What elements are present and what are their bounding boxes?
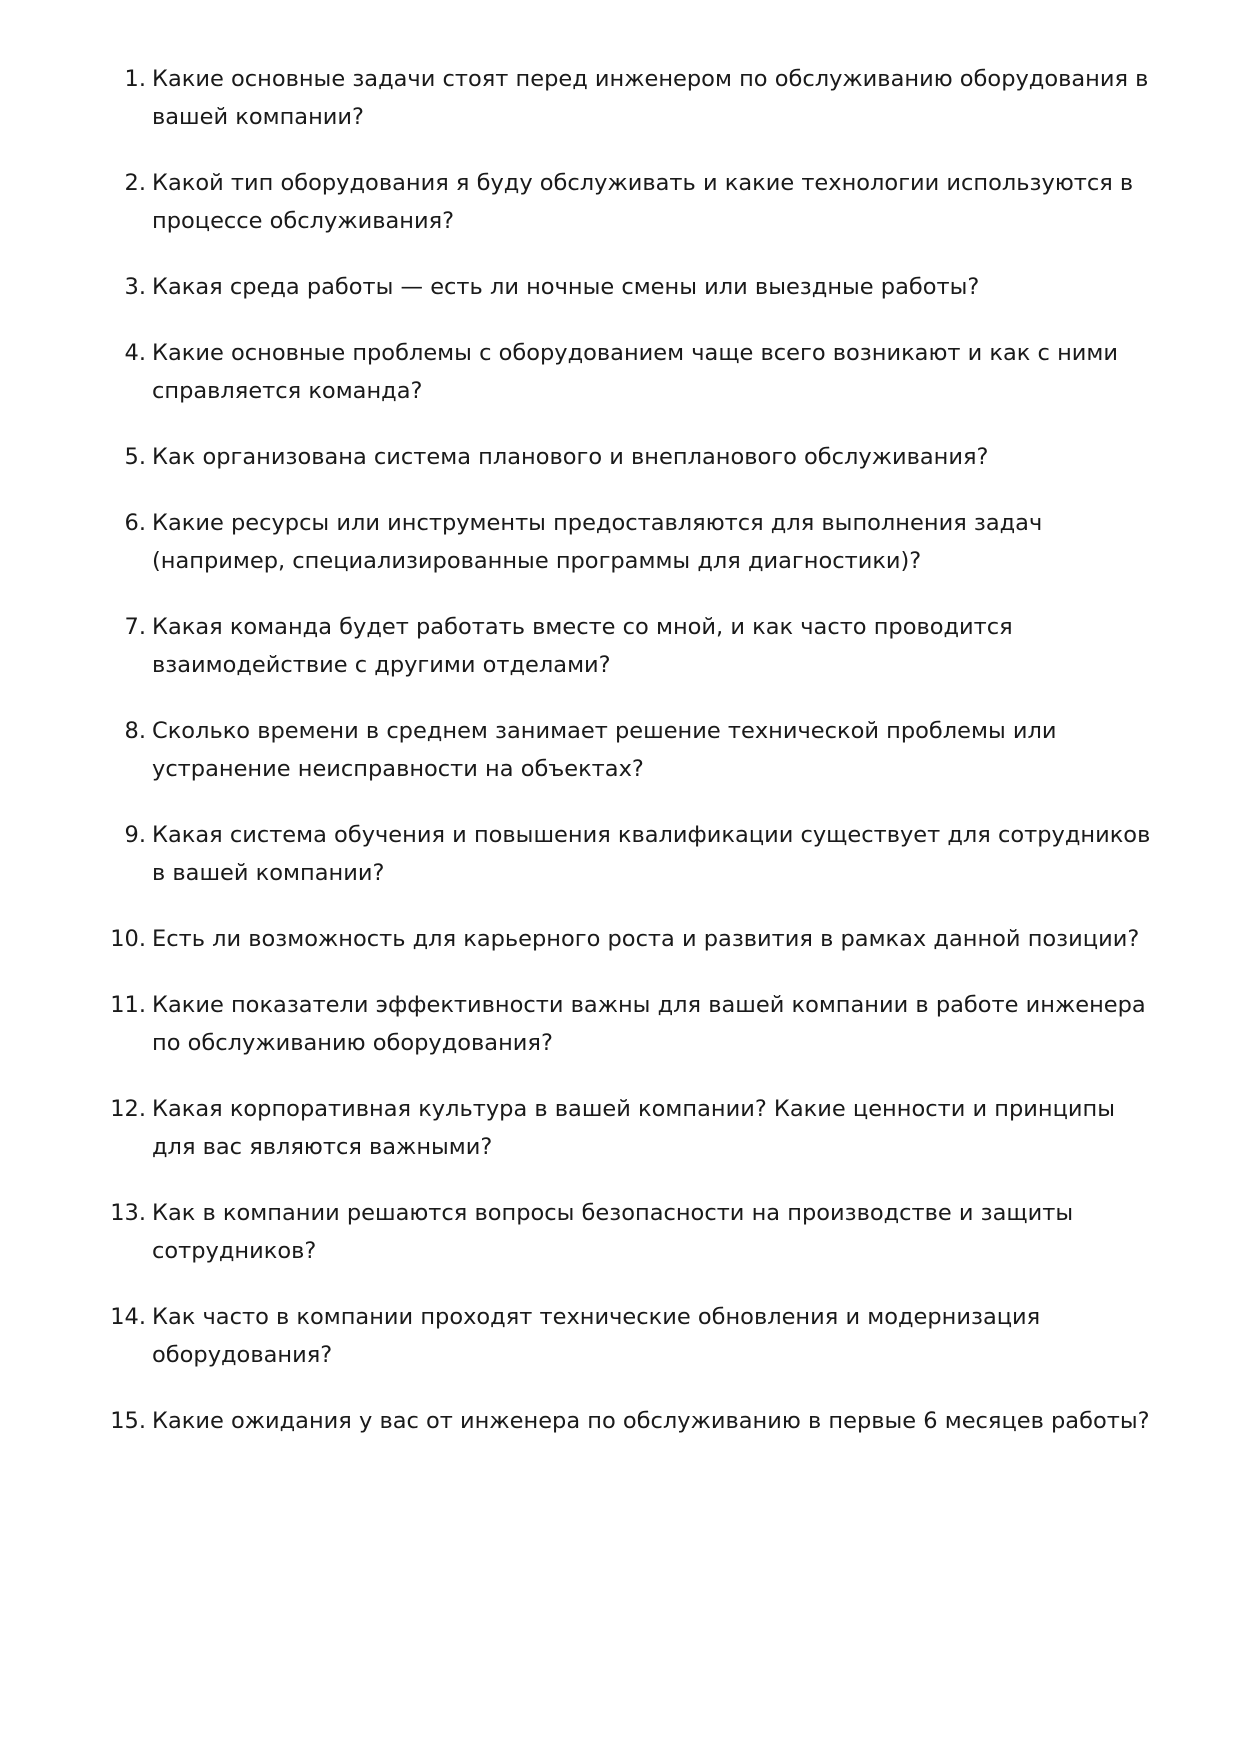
item-number: 12. <box>110 1096 146 1122</box>
item-number: 4. <box>124 340 146 366</box>
item-number: 8. <box>124 718 146 744</box>
item-text: Какая команда будет работать вместе со мной, и как часто проводится взаимодействие с другими отделами? <box>152 614 1013 678</box>
item-number: 7. <box>124 614 146 640</box>
item-number: 5. <box>124 444 146 470</box>
item-number: 15. <box>110 1408 146 1434</box>
item-text: Как организована система планового и внепланового обслуживания? <box>152 444 989 470</box>
item-text: Какой тип оборудования я буду обслуживать и какие технологии используются в процессе обслуживания? <box>152 170 1134 234</box>
item-text: Сколько времени в среднем занимает решение технической проблемы или устранение неисправности на объектах? <box>152 718 1057 782</box>
list-item <box>98 816 1158 892</box>
list-item <box>98 1194 1158 1270</box>
list-item <box>98 268 1158 306</box>
item-text: Какие ожидания у вас от инженера по обслуживанию в первые 6 месяцев работы? <box>152 1408 1150 1434</box>
item-text: Какие ресурсы или инструменты предоставляются для выполнения задач (например, специализированные программы для диагностики)? <box>152 510 1043 574</box>
list-item <box>98 60 1158 136</box>
item-text: Какая корпоративная культура в вашей компании? Какие ценности и принципы для вас являются важными? <box>152 1096 1116 1160</box>
item-number: 1. <box>124 66 146 92</box>
item-text: Как часто в компании проходят технические обновления и модернизация оборудования? <box>152 1304 1041 1368</box>
questions-list <box>98 60 1158 1468</box>
item-text: Какая среда работы — есть ли ночные смены или выездные работы? <box>152 274 980 300</box>
list-item <box>98 1298 1158 1374</box>
item-number: 14. <box>110 1304 146 1330</box>
list-item <box>98 334 1158 410</box>
item-number: 2. <box>124 170 146 196</box>
item-text: Как в компании решаются вопросы безопасности на производстве и защиты сотрудников? <box>152 1200 1074 1264</box>
list-item <box>98 712 1158 788</box>
list-item <box>98 504 1158 580</box>
item-text: Какие основные задачи стоят перед инженером по обслуживанию оборудования в вашей компании? <box>152 66 1149 130</box>
item-text: Какие показатели эффективности важны для вашей компании в работе инженера по обслуживанию оборудования? <box>152 992 1146 1056</box>
item-number: 3. <box>124 274 146 300</box>
item-text: Есть ли возможность для карьерного роста и развития в рамках данной позиции? <box>152 926 1140 952</box>
list-item <box>98 608 1158 684</box>
list-item <box>98 438 1158 476</box>
item-number: 13. <box>110 1200 146 1226</box>
list-item <box>98 1090 1158 1166</box>
item-text: Какие основные проблемы с оборудованием чаще всего возникают и как с ними справляется команда? <box>152 340 1118 404</box>
list-item <box>98 920 1158 958</box>
list-item <box>98 164 1158 240</box>
item-number: 6. <box>124 510 146 536</box>
item-number: 10. <box>110 926 146 952</box>
list-item <box>98 1402 1158 1440</box>
item-number: 11. <box>110 992 146 1018</box>
item-number: 9. <box>124 822 146 848</box>
list-item <box>98 986 1158 1062</box>
item-text: Какая система обучения и повышения квалификации существует для сотрудников в вашей компании? <box>152 822 1151 886</box>
